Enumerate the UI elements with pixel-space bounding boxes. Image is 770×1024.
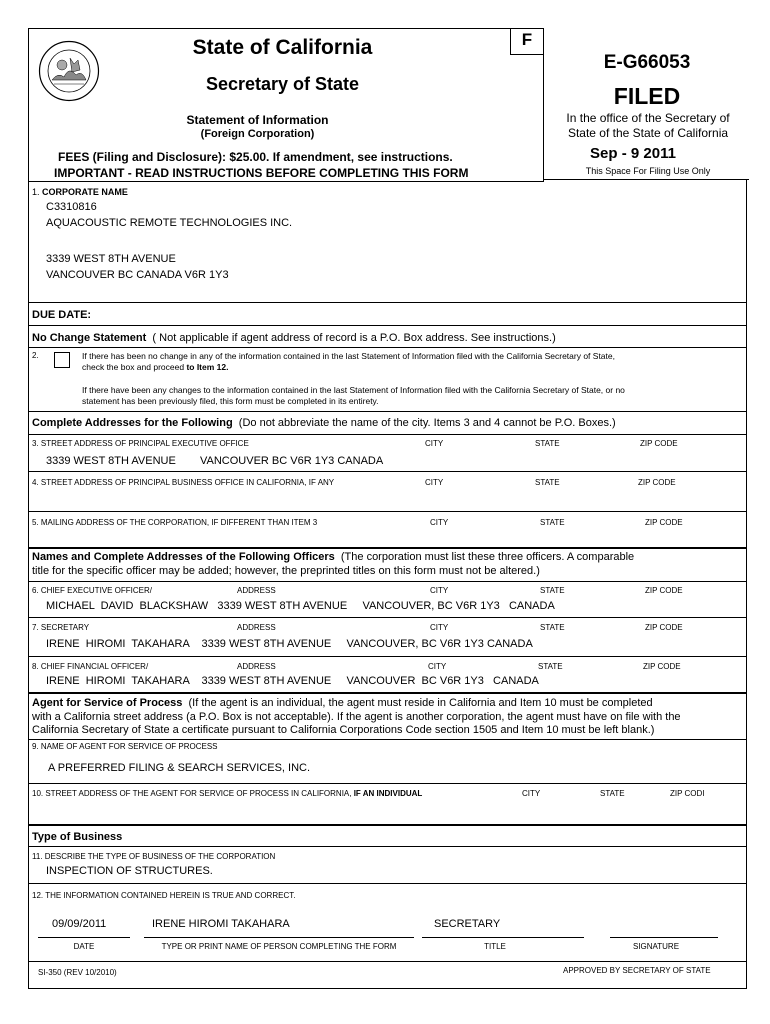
no-change-text2: If there have been any changes to the information contained in the last Statement of Information filed with the California Secretary of State, or no statement has been previously filed, this form must be completed in its entirety. <box>82 385 625 406</box>
item3-zip-label: ZIP CODE <box>640 439 678 448</box>
state-title: State of California <box>192 36 373 59</box>
item8-state-label: STATE <box>538 662 563 671</box>
item10-zip-label: ZIP CODI <box>670 789 705 798</box>
item6-label: 6. CHIEF EXECUTIVE OFFICER/ <box>32 586 153 595</box>
no-change-heading: No Change Statement ( Not applicable if agent address of record is a P.O. Box address. See instructions.) <box>32 332 556 344</box>
corp-number: C3310816 <box>46 201 97 213</box>
item8-city-label: CITY <box>428 662 447 671</box>
filing-office-line2: State of the State of California <box>567 126 729 140</box>
business-heading: Type of Business <box>32 831 123 843</box>
important-line: IMPORTANT - READ INSTRUCTIONS BEFORE COMPLETING THIS FORM <box>54 166 469 180</box>
state-seal-icon <box>38 40 100 102</box>
item11-value: INSPECTION OF STRUCTURES. <box>46 865 213 877</box>
filing-use-note: This Space For Filing Use Only <box>585 166 711 176</box>
form-id: SI-350 (REV 10/2010) <box>38 968 117 977</box>
agent-note-line2: with a California street address (a P.O. Box is not acceptable). If the agent is another corporation, the agent must have on file with the <box>32 711 681 723</box>
item4-label: 4. STREET ADDRESS OF PRINCIPAL BUSINESS OFFICE IN CALIFORNIA, IF ANY <box>32 478 335 487</box>
item10-city-label: CITY <box>522 789 541 798</box>
item8-value: IRENE HIROMI TAKAHARA 3339 WEST 8TH AVENUE VANCOUVER BC V6R 1Y3 CANADA <box>46 675 539 687</box>
item11-label: 11. DESCRIBE THE TYPE OF BUSINESS OF THE CORPORATION <box>32 852 276 861</box>
item6-city-label: CITY <box>430 586 449 595</box>
signature-caption: SIGNATURE <box>632 942 680 951</box>
agent-heading: Agent for Service of Process (If the agent is an individual, the agent must reside in California and Item 10 must be completed <box>32 697 653 709</box>
item3-state-label: STATE <box>535 439 560 448</box>
item3-street: 3339 WEST 8TH AVENUE <box>46 455 176 467</box>
item7-state-label: STATE <box>540 623 565 632</box>
filing-date: Sep - 9 2011 <box>590 145 676 162</box>
sign-date-value: 09/09/2011 <box>52 918 107 930</box>
corp-address-line2: VANCOUVER BC CANADA V6R 1Y3 <box>46 269 229 281</box>
item8-zip-label: ZIP CODE <box>643 662 681 671</box>
sign-title-value: SECRETARY <box>434 918 501 930</box>
item7-address-label: ADDRESS <box>237 623 276 632</box>
fees-line: FEES (Filing and Disclosure): $25.00. If amendment, see instructions. <box>58 150 453 164</box>
office-title: Secretary of State <box>205 74 360 94</box>
item3-city-label: CITY <box>425 439 444 448</box>
title-caption: TITLE <box>484 942 506 951</box>
item7-zip-label: ZIP CODE <box>645 623 683 632</box>
officers-note: title for the specific officer may be added; however, the preprinted titles on this form must not be altered.) <box>32 565 540 577</box>
item5-city-label: CITY <box>430 518 449 527</box>
no-change-checkbox[interactable] <box>54 352 70 368</box>
item9-value: A PREFERRED FILING & SEARCH SERVICES, INC. <box>48 762 311 774</box>
item2-number: 2. <box>32 351 39 360</box>
item3-label: 3. STREET ADDRESS OF PRINCIPAL EXECUTIVE OFFICE <box>32 439 249 448</box>
item1-label: 1. CORPORATE NAME <box>32 187 128 197</box>
name-caption: TYPE OR PRINT NAME OF PERSON COMPLETING THE FORM <box>161 942 397 951</box>
form-title: Statement of Information <box>186 113 329 127</box>
item12-label: 12. THE INFORMATION CONTAINED HEREIN IS TRUE AND CORRECT. <box>32 891 296 900</box>
item5-zip-label: ZIP CODE <box>645 518 683 527</box>
agent-note-line3: California Secretary of State a certificate pursuant to California Corporations Code section 1505 and Item 10 must be left blank.) <box>32 724 655 736</box>
filing-office-line1: In the office of the Secretary of <box>566 111 730 125</box>
item8-address-label: ADDRESS <box>237 662 276 671</box>
item4-city-label: CITY <box>425 478 444 487</box>
item7-value: IRENE HIROMI TAKAHARA 3339 WEST 8TH AVENUE VANCOUVER, BC V6R 1Y3 CANADA <box>46 638 533 650</box>
corp-name: AQUACOUSTIC REMOTE TECHNOLOGIES INC. <box>46 217 293 229</box>
signature-field[interactable] <box>610 900 718 936</box>
item4-state-label: STATE <box>535 478 560 487</box>
approved-note: APPROVED BY SECRETARY OF STATE <box>563 966 711 975</box>
item6-state-label: STATE <box>540 586 565 595</box>
date-caption: DATE <box>73 942 95 951</box>
officers-heading: Names and Complete Addresses of the Following Officers (The corporation must list these three officers. A comparable <box>32 551 635 563</box>
item7-city-label: CITY <box>430 623 449 632</box>
item4-zip-label: ZIP CODE <box>638 478 676 487</box>
item3-city-value: VANCOUVER BC V6R 1Y3 CANADA <box>200 455 384 467</box>
form-subtitle: (Foreign Corporation) <box>200 128 315 140</box>
form-type-letter: F <box>510 28 543 55</box>
item5-state-label: STATE <box>540 518 565 527</box>
item9-label: 9. NAME OF AGENT FOR SERVICE OF PROCESS <box>32 742 218 751</box>
item6-zip-label: ZIP CODE <box>645 586 683 595</box>
item5-label: 5. MAILING ADDRESS OF THE CORPORATION, IF DIFFERENT THAN ITEM 3 <box>32 518 318 527</box>
addresses-heading: Complete Addresses for the Following (Do not abbreviate the name of the city. Items 3 and 4 cannot be P.O. Boxes.) <box>32 417 616 429</box>
corp-address-line1: 3339 WEST 8TH AVENUE <box>46 253 176 265</box>
item8-label: 8. CHIEF FINANCIAL OFFICER/ <box>32 662 149 671</box>
item6-address-label: ADDRESS <box>237 586 276 595</box>
item6-value: MICHAEL DAVID BLACKSHAW 3339 WEST 8TH AVENUE VANCOUVER, BC V6R 1Y3 CANADA <box>46 600 555 612</box>
filed-stamp: FILED <box>613 83 681 109</box>
sign-name-value: IRENE HIROMI TAKAHARA <box>152 918 290 930</box>
item7-label: 7. SECRETARY <box>32 623 90 632</box>
due-date-label: DUE DATE: <box>32 309 92 321</box>
item10-label: 10. STREET ADDRESS OF THE AGENT FOR SERVICE OF PROCESS IN CALIFORNIA, IF AN INDIVIDUAL <box>32 789 423 798</box>
item10-state-label: STATE <box>600 789 625 798</box>
no-change-text1: If there has been no change in any of the information contained in the last Statement of Information filed with the California Secretary of State, check the box and proceed to Item 12. <box>82 351 615 372</box>
filing-number: E-G66053 <box>603 52 691 73</box>
